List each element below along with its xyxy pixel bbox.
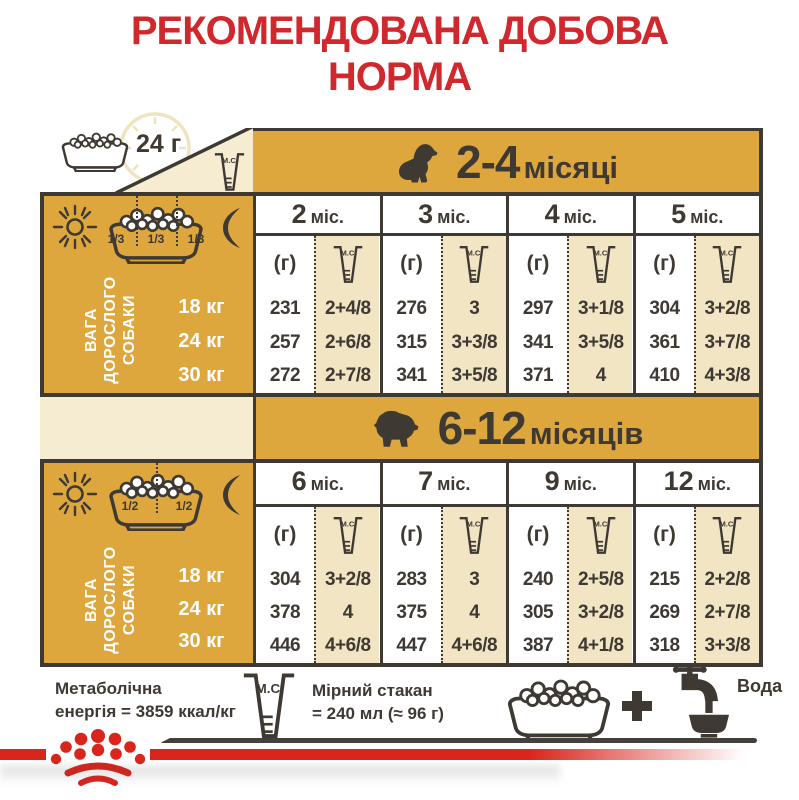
cups-value: 3+5/8 xyxy=(577,331,624,353)
cups-column xyxy=(314,507,379,663)
grams-header: (г) xyxy=(526,252,550,275)
moon-icon xyxy=(222,208,248,248)
bowl-portions xyxy=(96,196,216,266)
month-number: 6 xyxy=(291,466,307,496)
table1-age-range: 2-4 xyxy=(455,135,520,188)
table2-column-7-months xyxy=(383,463,507,663)
grams-value: 283 xyxy=(396,568,427,590)
cups-column xyxy=(567,507,632,663)
portion-fraction: 1/2 xyxy=(175,499,193,513)
grams-value: 231 xyxy=(269,297,301,319)
month-unit: міс. xyxy=(563,207,597,227)
grams-value: 272 xyxy=(269,365,301,387)
page-title xyxy=(0,8,799,100)
table2-column-9-months xyxy=(509,463,633,663)
month-header xyxy=(256,196,380,236)
dog-bowl-icon xyxy=(58,126,132,172)
grams-column xyxy=(509,507,567,663)
measuring-cup-icon xyxy=(331,243,365,285)
grams-header: (г) xyxy=(273,252,297,275)
portion-fraction: 1/3 xyxy=(187,232,205,246)
grams-value: 240 xyxy=(522,568,554,590)
table1-column-2-months xyxy=(256,196,380,393)
grams-value: 387 xyxy=(522,635,554,657)
table1-column-4-months xyxy=(509,196,633,393)
grams-column xyxy=(636,236,694,393)
cups-value: 4+3/8 xyxy=(704,365,751,387)
grams-column xyxy=(383,507,441,663)
title-line-1: РЕКОМЕНДОВАНА ДОБОВА xyxy=(130,9,669,53)
month-unit: міс. xyxy=(563,474,597,494)
cups-value: 4+6/8 xyxy=(324,635,371,657)
month-header xyxy=(636,463,760,507)
cups-column xyxy=(694,507,759,663)
month-data xyxy=(636,236,760,393)
grams-value: 318 xyxy=(649,635,680,657)
svg-text:М.С.: М.С. xyxy=(593,519,610,529)
table2-header-left-cell xyxy=(40,397,253,459)
grams-column xyxy=(636,507,694,663)
grams-value: 304 xyxy=(269,568,301,590)
cups-column xyxy=(694,236,759,393)
grams-value: 257 xyxy=(269,331,301,353)
measuring-cup-icon xyxy=(238,668,300,742)
sidebar-weight-title: ВАГА ДОРОСЛОГО СОБАКИ xyxy=(83,546,138,654)
table1-age-word: місяці xyxy=(523,149,619,185)
dog-bowl-icon xyxy=(498,672,620,742)
cups-value: 3+3/8 xyxy=(451,331,498,353)
brand-bar-right xyxy=(150,749,763,760)
table2-sidebar xyxy=(44,463,253,663)
table2-columns xyxy=(253,463,759,663)
cups-value: 2+7/8 xyxy=(704,601,751,623)
table1-column-3-months xyxy=(383,196,507,393)
grams-value: 447 xyxy=(396,635,427,657)
svg-text:М.С.: М.С. xyxy=(340,248,357,258)
cups-value: 2+6/8 xyxy=(324,331,371,353)
grams-header: (г) xyxy=(400,523,423,546)
weight-row-label: 30 кг xyxy=(178,364,225,386)
cups-value: 3+2/8 xyxy=(577,601,624,623)
grams-value: 297 xyxy=(522,297,554,319)
bowl-portions xyxy=(96,463,216,533)
grams-value: 446 xyxy=(269,635,301,657)
grams-value: 305 xyxy=(522,601,554,623)
grams-value: 378 xyxy=(269,601,301,623)
cups-value: 2+7/8 xyxy=(324,365,371,387)
puppy-icon xyxy=(394,141,440,183)
svg-text:М.С.: М.С. xyxy=(466,519,483,529)
cup-header xyxy=(316,507,379,563)
metabolic-energy-note: Метаболічна енергія = 3859 ккал/кг xyxy=(55,679,236,721)
cups-value: 2+4/8 xyxy=(324,297,371,319)
cups-value: 3+3/8 xyxy=(704,635,751,657)
plus-icon xyxy=(622,691,652,721)
sidebar-weight-title: ВАГА ДОРОСЛОГО СОБАКИ xyxy=(83,276,138,384)
month-header xyxy=(256,463,380,507)
grams-header: (г) xyxy=(400,252,423,275)
grams-value: 341 xyxy=(522,331,554,353)
weight-row-label: 24 кг xyxy=(178,598,225,620)
cups-value: 3 xyxy=(469,297,480,319)
measuring-cup-icon xyxy=(710,243,744,285)
svg-text:М.С.: М.С. xyxy=(593,248,610,258)
svg-text:М.С.: М.С. xyxy=(340,519,357,529)
bar-shadow xyxy=(0,766,560,784)
footer-divider-line xyxy=(160,738,757,743)
month-unit: міс. xyxy=(437,207,471,227)
cups-value: 4 xyxy=(595,365,606,387)
month-header xyxy=(636,196,760,236)
svg-text:М.С.: М.С. xyxy=(466,248,483,258)
month-unit: міс. xyxy=(437,474,471,494)
cup-header xyxy=(569,236,632,292)
month-data xyxy=(636,507,760,663)
table2-column-12-months xyxy=(636,463,760,663)
measuring-cup-note: Мірний стакан = 240 мл (≈ 96 г) xyxy=(312,681,444,723)
weight-row-label: 30 кг xyxy=(178,630,225,652)
brand-bar-left xyxy=(0,749,46,760)
month-header xyxy=(509,463,633,507)
month-unit: міс. xyxy=(690,207,724,227)
cups-value: 2+5/8 xyxy=(577,568,624,590)
grams-column xyxy=(509,236,567,393)
daily-hours-label: 24 г xyxy=(136,130,182,158)
grams-column xyxy=(256,507,314,663)
month-header xyxy=(509,196,633,236)
measuring-cup-icon xyxy=(331,514,365,556)
cup-header xyxy=(443,507,506,563)
sun-icon xyxy=(52,204,98,250)
bulldog-icon xyxy=(372,408,422,448)
portion-divider xyxy=(156,459,158,513)
weight-row-label: 18 кг xyxy=(178,296,225,318)
table1-column-5-months xyxy=(636,196,760,393)
month-unit: міс. xyxy=(310,207,344,227)
weight-row-label: 18 кг xyxy=(178,565,225,587)
grams-value: 276 xyxy=(396,297,427,319)
feeding-table xyxy=(40,128,763,667)
grams-value: 304 xyxy=(649,297,680,319)
grams-value: 371 xyxy=(522,365,554,387)
month-header xyxy=(383,463,507,507)
moon-icon xyxy=(222,475,248,515)
portion-divider xyxy=(176,192,178,246)
grams-value: 341 xyxy=(396,365,427,387)
svg-text:М.С.: М.С. xyxy=(719,519,736,529)
month-number: 2 xyxy=(291,199,307,229)
measuring-cup-icon xyxy=(212,150,247,193)
month-number: 9 xyxy=(544,466,560,496)
cups-value: 4 xyxy=(342,601,353,623)
portion-fraction: 1/3 xyxy=(107,232,125,246)
cups-value: 3+5/8 xyxy=(451,365,498,387)
table2-header xyxy=(256,397,759,459)
measuring-cup-icon xyxy=(457,514,491,556)
portion-fraction: 1/3 xyxy=(147,232,165,246)
grams-value: 361 xyxy=(649,331,680,353)
cups-value: 4 xyxy=(469,601,480,623)
cup-header xyxy=(569,507,632,563)
svg-text:М.С.: М.С. xyxy=(719,248,736,258)
table1-header xyxy=(253,128,759,192)
cups-column xyxy=(314,236,379,393)
grams-value: 215 xyxy=(649,568,680,590)
cups-value: 2+2/8 xyxy=(704,568,751,590)
grams-value: 410 xyxy=(649,365,680,387)
measuring-cup-icon xyxy=(457,243,491,285)
divider xyxy=(40,663,763,667)
cups-value: 3 xyxy=(469,568,480,590)
water-label: Вода xyxy=(737,676,783,696)
month-number: 12 xyxy=(663,466,694,496)
table2-age-word: місяців xyxy=(529,416,644,451)
corner-cell xyxy=(40,128,253,192)
table1-sidebar xyxy=(44,196,253,393)
month-number: 3 xyxy=(418,199,434,229)
cups-value: 3+1/8 xyxy=(577,297,624,319)
month-unit: міс. xyxy=(310,474,344,494)
measuring-cup-icon xyxy=(710,514,744,556)
month-data xyxy=(509,236,633,393)
month-data xyxy=(383,507,507,663)
cups-value: 4+6/8 xyxy=(451,635,498,657)
svg-text:М.С.: М.С. xyxy=(221,155,239,165)
water-faucet-icon xyxy=(656,662,740,742)
cups-value: 3+2/8 xyxy=(324,568,371,590)
month-data xyxy=(383,236,507,393)
portion-divider xyxy=(136,192,138,246)
grams-value: 315 xyxy=(396,331,427,353)
month-data xyxy=(509,507,633,663)
month-number: 7 xyxy=(418,466,434,496)
measuring-cup-icon xyxy=(584,514,618,556)
month-number: 4 xyxy=(544,199,560,229)
grams-header: (г) xyxy=(653,523,676,546)
month-header xyxy=(383,196,507,236)
month-unit: міс. xyxy=(697,474,731,494)
cups-column xyxy=(441,236,506,393)
table-right-border xyxy=(759,128,763,667)
month-number: 5 xyxy=(671,199,687,229)
grams-column xyxy=(383,236,441,393)
portion-fraction: 1/2 xyxy=(121,499,139,513)
title-line-2: НОРМА xyxy=(327,55,472,99)
month-data xyxy=(256,507,380,663)
table1-columns xyxy=(253,196,759,393)
svg-text:М.С.: М.С. xyxy=(255,681,284,697)
cup-header xyxy=(316,236,379,292)
grams-value: 375 xyxy=(396,601,427,623)
grams-value: 269 xyxy=(649,601,680,623)
cup-header xyxy=(696,507,759,563)
cup-header xyxy=(696,236,759,292)
sun-icon xyxy=(52,471,98,517)
grams-header: (г) xyxy=(653,252,676,275)
cups-value: 3+7/8 xyxy=(704,331,751,353)
table2-age-range: 6-12 xyxy=(437,402,526,454)
cups-column xyxy=(441,507,506,663)
month-data xyxy=(256,236,380,393)
measuring-cup-icon xyxy=(584,243,618,285)
cups-value: 3+2/8 xyxy=(704,297,751,319)
cups-value: 4+1/8 xyxy=(577,635,624,657)
grams-column xyxy=(256,236,314,393)
table2-column-6-months xyxy=(256,463,380,663)
cup-header xyxy=(443,236,506,292)
grams-header: (г) xyxy=(273,523,297,546)
weight-row-label: 24 кг xyxy=(178,330,225,352)
cups-column xyxy=(567,236,632,393)
grams-header: (г) xyxy=(526,523,550,546)
